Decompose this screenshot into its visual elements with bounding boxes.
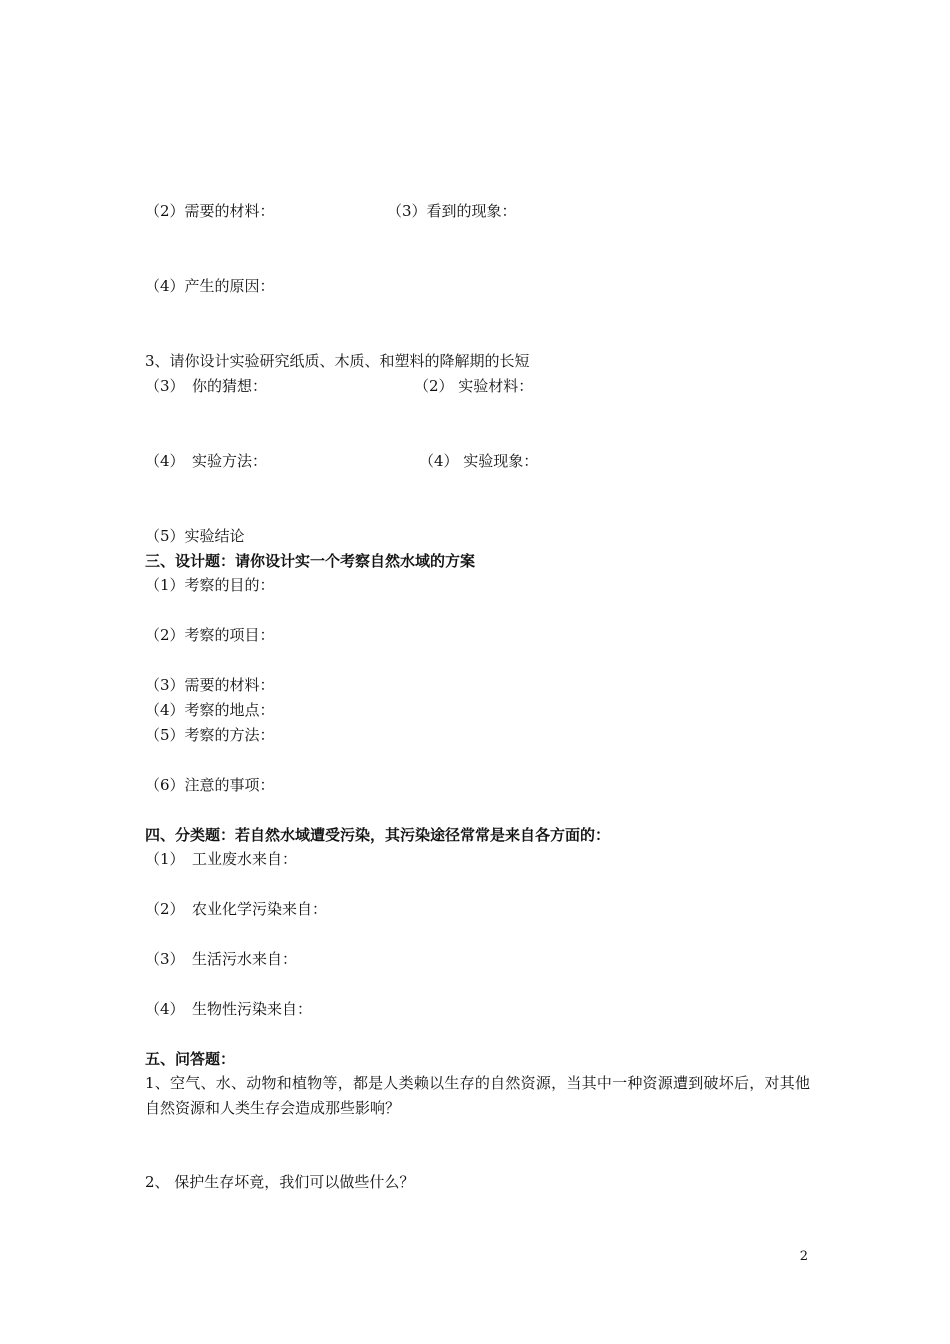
item-materials: （2）需要的材料： xyxy=(145,202,275,220)
s4-agricultural: （2） 农业化学污染来自： xyxy=(145,900,328,918)
s3-notes: （6）注意的事项： xyxy=(145,776,275,794)
section-3-heading: 三、设计题：请你设计实一个考察自然水域的方案 xyxy=(145,552,476,570)
q3-phenomenon: （4） 实验现象： xyxy=(419,452,539,470)
s3-project: （2）考察的项目： xyxy=(145,626,275,644)
s4-biological: （4） 生物性污染来自： xyxy=(145,1000,313,1018)
s3-method: （5）考察的方法： xyxy=(145,726,275,744)
s4-industrial: （1） 工业废水来自： xyxy=(145,850,298,868)
item-reason: （4）产生的原因： xyxy=(145,277,275,295)
page-number: 2 xyxy=(799,1249,808,1264)
q3-guess: （3） 你的猜想： xyxy=(145,377,268,395)
q3-method: （4） 实验方法： xyxy=(145,452,268,470)
q3-conclusion: （5）实验结论 xyxy=(145,527,245,545)
s4-domestic: （3） 生活污水来自： xyxy=(145,950,298,968)
item-phenomenon: （3）看到的现象： xyxy=(387,202,517,220)
s3-materials: （3）需要的材料： xyxy=(145,676,275,694)
s5-question-2: 2、 保护生存坏竟，我们可以做些什么？ xyxy=(145,1173,415,1191)
s3-location: （4）考察的地点： xyxy=(145,701,275,719)
section-4-heading: 四、分类题：若自然水域遭受污染，其污染途径常常是来自各方面的： xyxy=(145,826,611,844)
q3-materials: （2） 实验材料： xyxy=(414,377,534,395)
question-3-title: 3、请你设计实验研究纸质、木质、和塑料的降解期的长短 xyxy=(145,352,530,370)
s5-question-1: 1、空气、水、动物和植物等，都是人类赖以生存的自然资源，当其中一种资源遭到破坏后，对其他自然资源和人类生存会造成那些影响？ xyxy=(145,1074,810,1117)
s3-purpose: （1）考察的目的： xyxy=(145,576,275,594)
section-5-heading: 五、问答题： xyxy=(145,1050,236,1068)
